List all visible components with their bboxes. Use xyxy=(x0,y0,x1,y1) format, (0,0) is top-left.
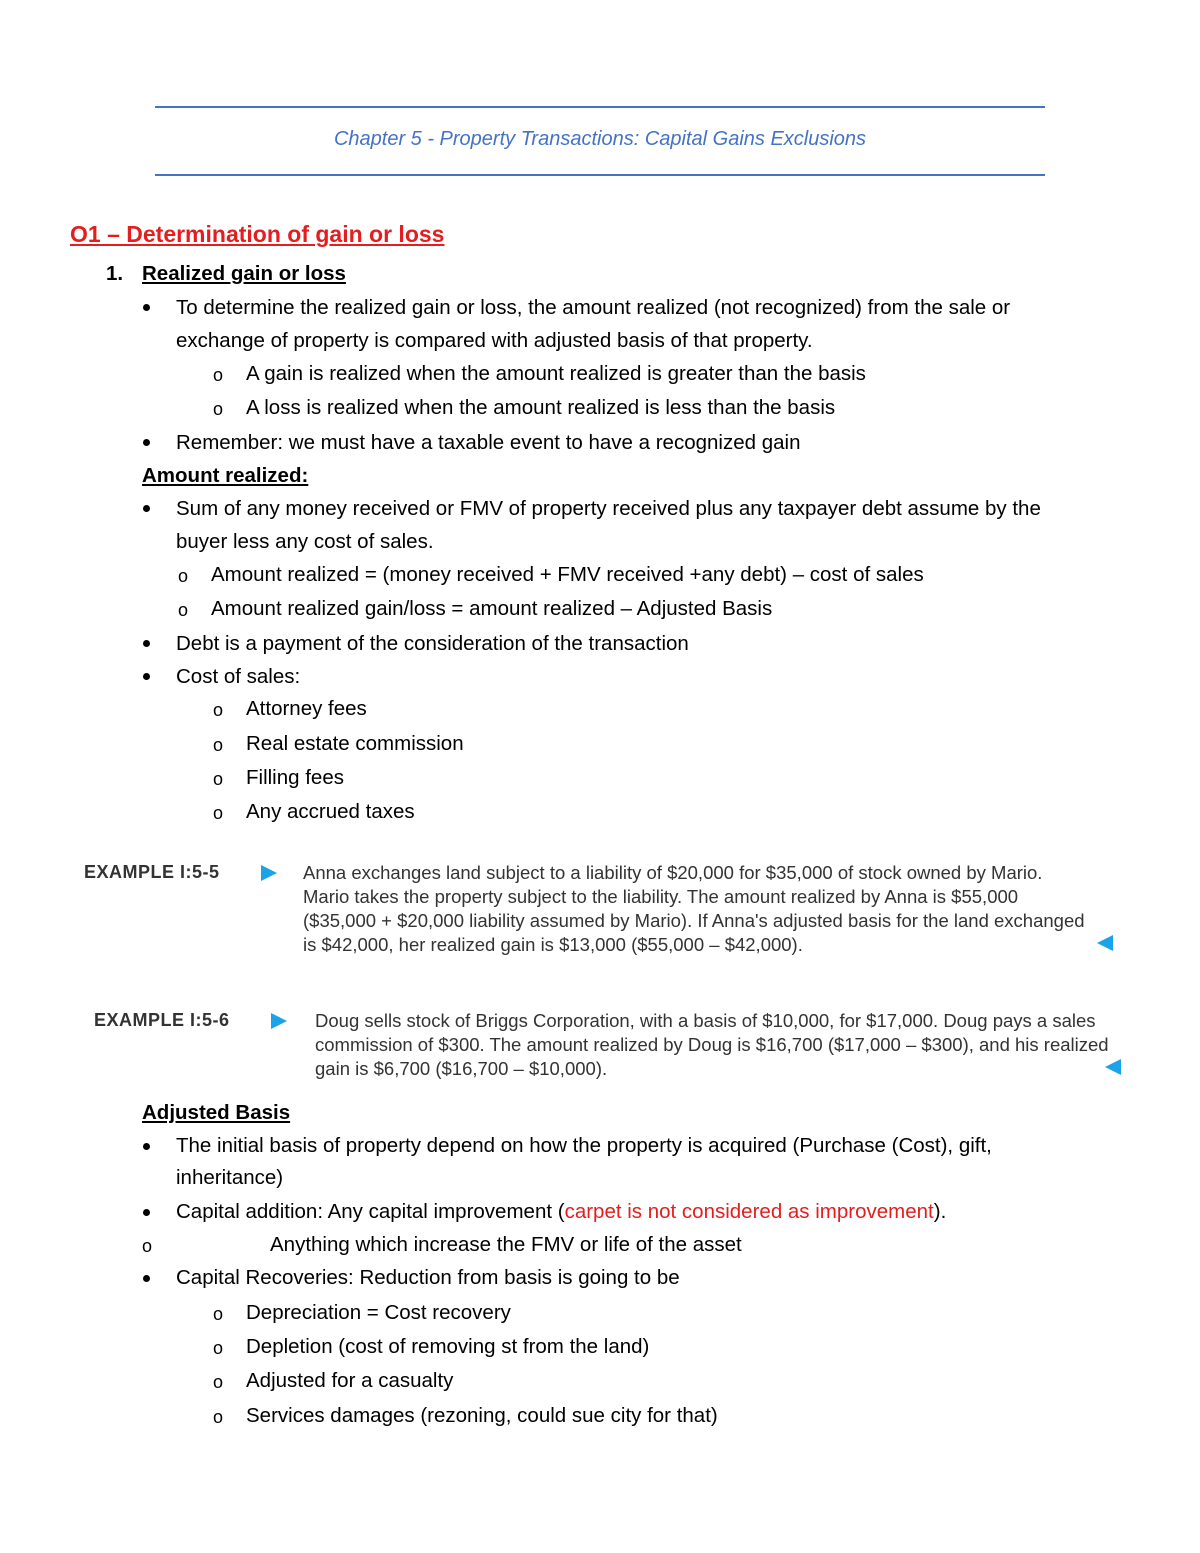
bullet-text: Sum of any money received or FMV of property received plus any taxpayer debt assume by the xyxy=(176,497,1041,520)
back-arrow-icon xyxy=(1097,935,1113,951)
circle-bullet: o xyxy=(213,1304,224,1324)
sub-bullet-text: Amount realized gain/loss = amount realized – Adjusted Basis xyxy=(211,597,773,620)
back-arrow-icon xyxy=(1105,1059,1121,1075)
bullet-dot xyxy=(143,505,150,512)
header-rule-top xyxy=(155,106,1045,108)
list-number: 1. xyxy=(106,262,124,285)
example-label: EXAMPLE I:5-6 xyxy=(94,1010,230,1030)
bullet-text: Cost of sales: xyxy=(176,665,301,688)
section-heading: O1 – Determination of gain or loss xyxy=(70,221,445,247)
sub-bullet-text: A gain is realized when the amount realized is greater than the basis xyxy=(246,362,866,385)
bullet-text: Capital addition: Any capital improvement (carpet is not considered as improvement). xyxy=(176,1200,947,1223)
bullet-dot xyxy=(143,1209,150,1216)
circle-bullet: o xyxy=(213,399,224,419)
circle-bullet: o xyxy=(213,700,224,720)
cost-item: Filling fees xyxy=(246,766,344,789)
bullet-text: The initial basis of property depend on how the property is acquired (Purchase (Cost), gift, xyxy=(176,1134,992,1157)
circle-bullet: o xyxy=(213,1338,224,1358)
circle-bullet: o xyxy=(213,1407,224,1427)
recovery-item: Depreciation = Cost recovery xyxy=(246,1301,511,1324)
example-text: Anna exchanges land subject to a liability of $20,000 for $35,000 of stock owned by Mario. Mario takes the property subject to the liability. The amount realized by Anna is $55,000 ($35,000 + $20,000 liability assumed by Mario). If Anna's adjusted basis for the land exchanged is $42,000, her realized gain is $13,000 ($55,000 – $42,000). xyxy=(303,862,1085,955)
sub-bullet-text: A loss is realized when the amount realized is less than the basis xyxy=(246,396,836,419)
example-text: Doug sells stock of Briggs Corporation, with a basis of $10,000, for $17,000. Doug pays a sales commission of $300. The amount realized by Doug is $16,700 ($17,000 – $300), and his realized gain is $6,700 ($16,700 – $10,000). xyxy=(315,1010,1109,1079)
play-arrow-icon xyxy=(261,865,277,881)
sub-bullet-text: Amount realized = (money received + FMV received +any debt) – cost of sales xyxy=(211,563,924,586)
circle-bullet: o xyxy=(142,1236,153,1256)
recovery-item: Adjusted for a casualty xyxy=(246,1369,454,1392)
bullet-dot xyxy=(143,1143,150,1150)
bullet-text: To determine the realized gain or loss, the amount realized (not recognized) from the sale or xyxy=(176,296,1011,319)
header-rule-bottom xyxy=(155,174,1045,176)
subheading-adjusted-basis: Adjusted Basis xyxy=(142,1101,291,1124)
circle-bullet: o xyxy=(178,566,189,586)
play-arrow-icon xyxy=(271,1013,287,1029)
recovery-item: Services damages (rezoning, could sue city for that) xyxy=(246,1404,718,1427)
bullet-text: Capital Recoveries: Reduction from basis is going to be xyxy=(176,1266,680,1289)
cost-item: Attorney fees xyxy=(246,697,367,720)
circle-bullet: o xyxy=(213,1372,224,1392)
circle-bullet: o xyxy=(213,769,224,789)
highlight-note: carpet is not considered as improvement xyxy=(564,1200,934,1223)
subheading-realized: Realized gain or loss xyxy=(142,262,346,285)
bullet-text-cont: buyer less any cost of sales. xyxy=(176,530,434,553)
bullet-text-cont: exchange of property is compared with adjusted basis of that property. xyxy=(176,329,813,352)
bullet-dot xyxy=(143,673,150,680)
recovery-item: Depletion (cost of removing st from the land) xyxy=(246,1335,650,1358)
bullet-dot xyxy=(143,304,150,311)
cost-item: Real estate commission xyxy=(246,732,464,755)
cost-item: Any accrued taxes xyxy=(246,800,415,823)
bullet-text-cont: inheritance) xyxy=(176,1166,284,1189)
bullet-text: Remember: we must have a taxable event to have a recognized gain xyxy=(176,431,801,454)
subheading-amount-realized: Amount realized: xyxy=(142,464,309,487)
bullet-text: Debt is a payment of the consideration of the transaction xyxy=(176,632,689,655)
bullet-dot xyxy=(143,640,150,647)
circle-bullet: o xyxy=(213,803,224,823)
bullet-dot xyxy=(143,1275,150,1282)
circle-bullet: o xyxy=(178,600,189,620)
page-header-title: Chapter 5 - Property Transactions: Capital Gains Exclusions xyxy=(333,128,867,150)
circle-bullet: o xyxy=(213,735,224,755)
bullet-dot xyxy=(143,439,150,446)
example-label: EXAMPLE I:5-5 xyxy=(84,862,220,882)
sub-bullet-text: Anything which increase the FMV or life of the asset xyxy=(270,1233,742,1256)
circle-bullet: o xyxy=(213,365,224,385)
